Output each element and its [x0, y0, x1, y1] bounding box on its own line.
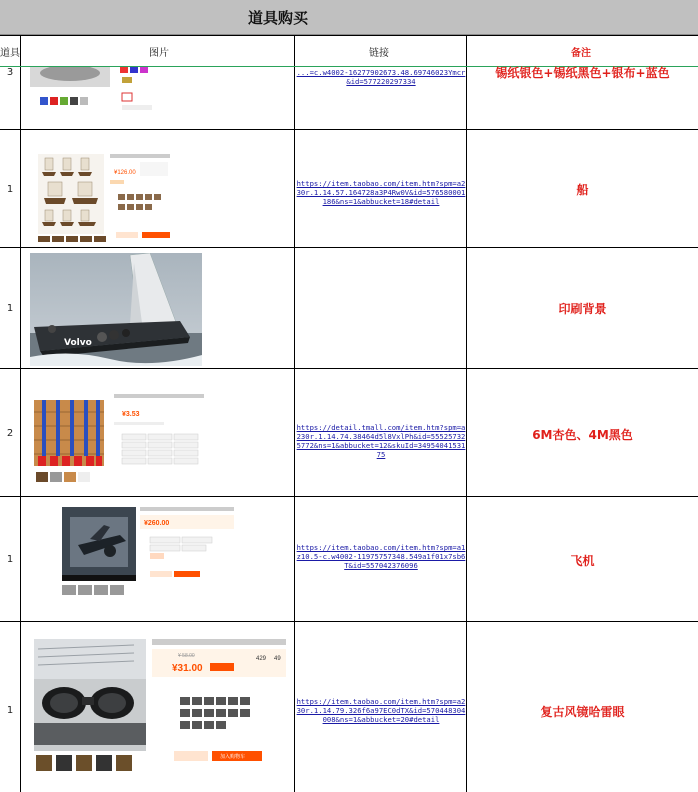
row-1-link[interactable]: ...=c.w4002-16277902673.48.69746023Ymcr&id=577220297334	[296, 68, 466, 86]
row-4-qty: 2	[6, 428, 14, 439]
row-3-qty: 1	[6, 303, 14, 314]
row-5-link[interactable]: https://item.taobao.com/item.htm?spm=a1z10.5-c.w4002-11975757348.549a1f01x7sb6T&id=557042376096	[296, 543, 466, 570]
header-note: 备注	[571, 48, 591, 59]
airplane-product-image	[60, 505, 238, 597]
row-1-note: 锡纸银色+锡纸黑色+银布+蓝色	[495, 66, 670, 80]
row-2-link[interactable]: https://item.taobao.com/item.htm?spm=a230r.1.14.57.164728a3P4Rw0V&id=576580001186&ns=1&abbucket=18#detail	[296, 179, 466, 206]
row-5-note: 飞机	[570, 554, 595, 568]
row-divider	[0, 35, 698, 36]
col-divider	[466, 35, 467, 792]
row-2-note: 船	[576, 183, 589, 197]
row-6-thumbnail[interactable]	[34, 635, 290, 777]
header-link: 链接	[369, 48, 389, 59]
title-bar	[0, 0, 698, 35]
row-1-thumbnail[interactable]	[30, 67, 200, 127]
ship-price: ¥126.00	[114, 170, 136, 176]
row-4-note: 6M杏色、4M黑色	[532, 428, 633, 442]
row-6-link[interactable]: https://item.taobao.com/item.htm?spm=a230r.1.14.79.326f6a97EC0dTX&id=570448304008&ns=1&abbucket=20#detail	[296, 697, 466, 724]
row-divider	[0, 247, 698, 248]
goggles-price: ¥31.00	[172, 663, 203, 674]
row-2-thumbnail[interactable]	[36, 152, 172, 244]
goggles-product-image	[34, 635, 290, 777]
row-5-thumbnail[interactable]	[60, 505, 238, 597]
row-divider	[0, 368, 698, 369]
row-5-qty: 1	[6, 554, 14, 565]
goggles-stat-2: 49	[274, 656, 281, 662]
row-1-qty: 3	[6, 67, 14, 78]
row-4-thumbnail[interactable]	[34, 392, 208, 484]
goggles-old-price: ¥ 58.00	[178, 653, 195, 659]
backdrop-price: ¥3.53	[122, 411, 140, 418]
header-qty: 道具	[0, 48, 20, 59]
header-image: 图片	[149, 48, 169, 59]
row-divider	[0, 129, 698, 130]
row-3-thumbnail[interactable]	[30, 253, 202, 366]
sailing-photo	[30, 253, 202, 366]
svg-text:Volvo: Volvo	[64, 338, 92, 348]
row-divider	[0, 496, 698, 497]
foil-product-image	[30, 67, 200, 127]
backdrop-product-image	[34, 392, 208, 484]
row-6-note: 复古风镜哈雷眼	[540, 705, 625, 719]
row-divider	[0, 621, 698, 622]
ship-product-image	[36, 152, 172, 244]
col-divider	[294, 35, 295, 792]
row-6-qty: 1	[6, 705, 14, 716]
goggles-stat-1: 429	[256, 656, 267, 662]
airplane-price: ¥260.00	[144, 520, 170, 527]
row-3-note: 印刷背景	[558, 302, 607, 316]
goggles-buy-button: 加入购物车	[220, 754, 246, 760]
row-4-link[interactable]: https://detail.tmall.com/item.htm?spm=a230r.1.14.74.38464d5l8VxlPh&id=555257325772&ns=1&abbucket=12&skuId=3495404153175	[296, 423, 466, 459]
col-divider	[20, 35, 21, 792]
row-2-qty: 1	[6, 184, 14, 195]
page-title: 道具购买	[248, 9, 309, 27]
